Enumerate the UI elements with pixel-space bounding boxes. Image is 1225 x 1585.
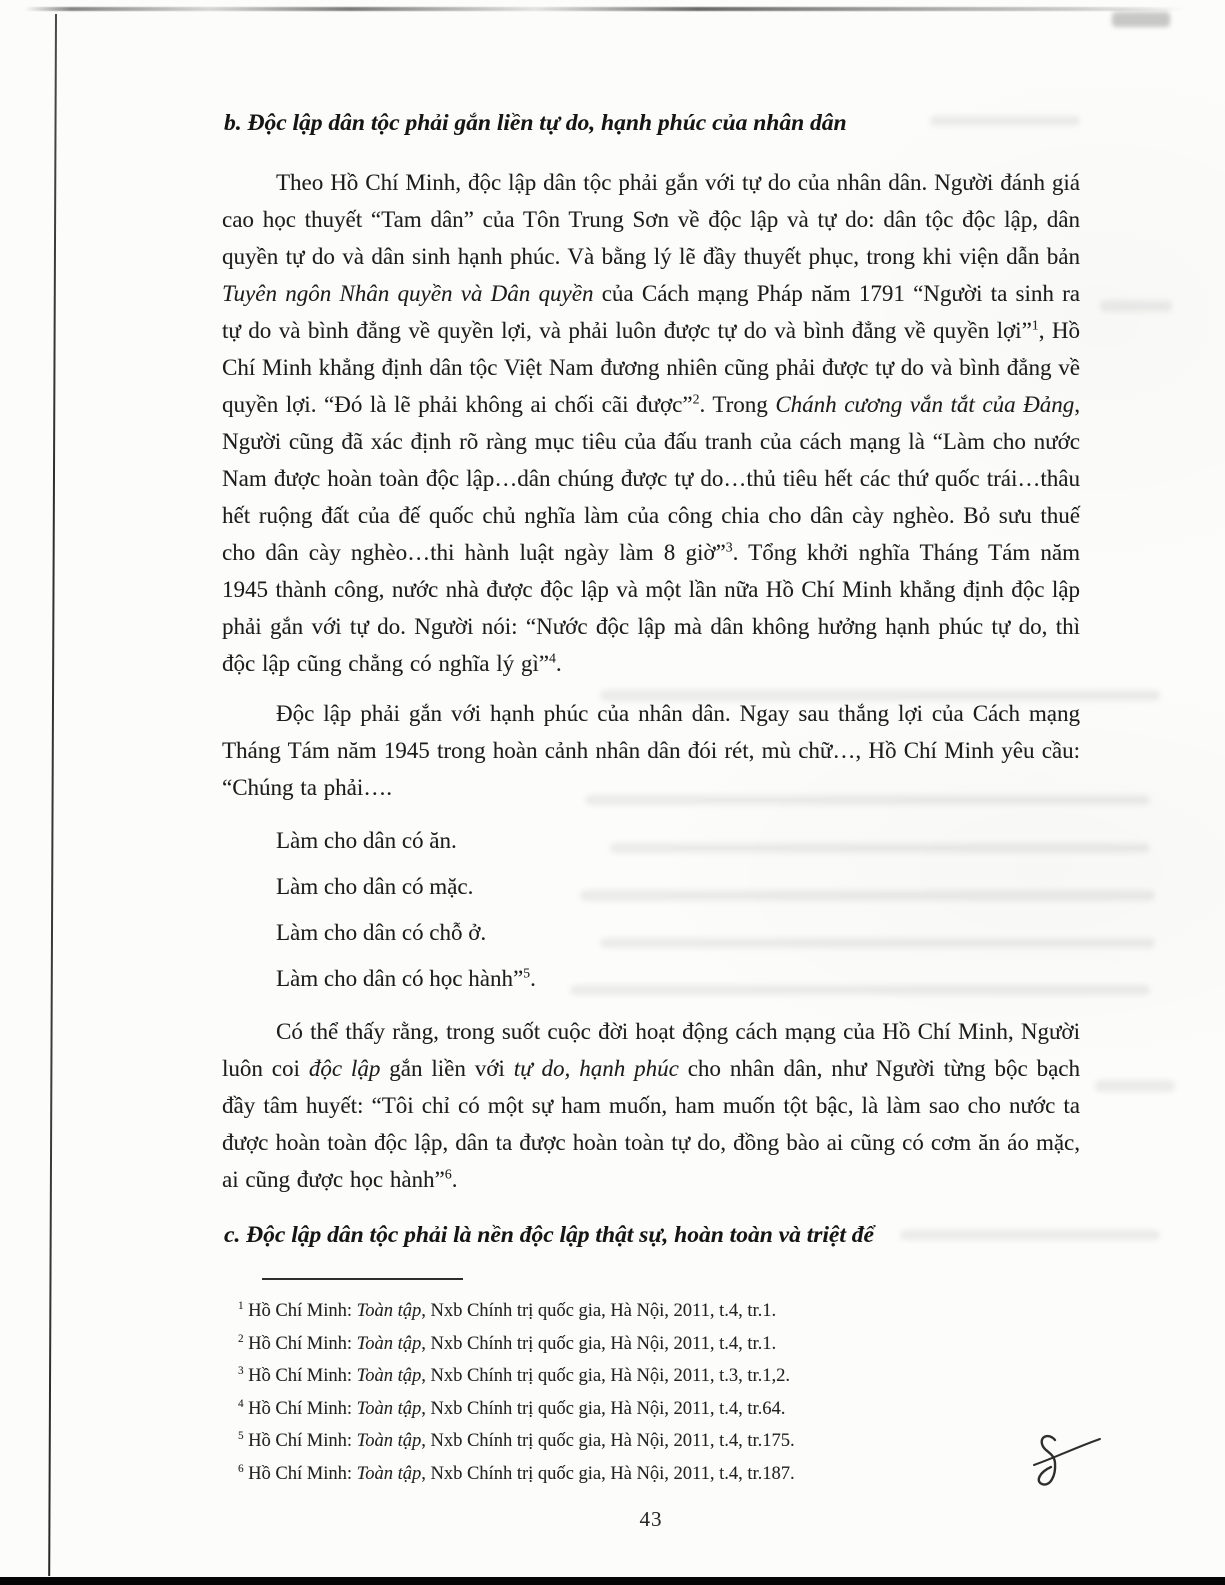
- footnote-ref: 3: [725, 539, 733, 555]
- footnote-2: [238, 1328, 1080, 1361]
- text-segment: cho nhân dân, như Người từng bộc bạch đầy tâm huyết: “Tôi chỉ có một sự ham muốn, ham muốn tột bậc, là làm sao cho nước ta được hoàn toàn độc lập, dân ta được hoàn toàn tự do, đồng bào ai cũng có cơm ăn áo mặc, ai cũng được học hành”: [222, 1056, 1080, 1192]
- paragraph-lifelong-view: [222, 1013, 1080, 1198]
- text-segment: Tuyên ngôn Nhân quyền và Dân quyền: [222, 281, 594, 306]
- text-segment: Độc lập phải gắn với hạnh phúc của nhân dân. Ngay sau thắng lợi của Cách mạng Tháng Tám năm 1945 trong hoàn cảnh nhân dân đói rét, mù chữ…, Hồ Chí Minh yêu cầu: “Chúng ta phải….: [222, 701, 1080, 800]
- text-segment: , Nxb Chính trị quốc gia, Hà Nội, 2011, t.4, tr.1.: [421, 1301, 777, 1321]
- text-segment: Toàn tập: [356, 1333, 422, 1354]
- footnote-ref: 6: [444, 1166, 452, 1182]
- text-segment: của Cách mạng Pháp năm 1791 “Người ta sinh ra tự do và bình đẳng về quyền lợi, và phải luôn được tự do và bình đẳng về quyền lợi”: [222, 281, 1080, 343]
- quote-line-education: [276, 960, 1080, 997]
- text-segment: Làm cho dân có học hành”: [276, 966, 524, 991]
- footnote-5: [238, 1425, 1080, 1458]
- scan-edge-left: [48, 14, 57, 1576]
- bleedthrough-artifact: [1095, 1080, 1175, 1092]
- footnote-3: [238, 1360, 1080, 1393]
- footnote-ref: 3: [238, 1364, 244, 1377]
- text-segment: Toàn tập: [356, 1301, 422, 1321]
- text-segment: Làm cho dân có ăn.: [276, 828, 457, 853]
- footnotes: [238, 1295, 1080, 1490]
- footnote-ref: 5: [238, 1429, 244, 1442]
- quote-line-food: [276, 822, 1080, 859]
- page-number: 43: [639, 1507, 663, 1531]
- scan-smudge: [1112, 12, 1170, 27]
- handwritten-signature-icon: [1022, 1430, 1106, 1494]
- text-segment: , Nxb Chính trị quốc gia, Hà Nội, 2011, t.4, tr.187.: [421, 1463, 795, 1484]
- footnote-ref: 5: [523, 965, 531, 981]
- text-segment: , Nxb Chính trị quốc gia, Hà Nội, 2011, t.4, tr.1.: [421, 1333, 777, 1354]
- text-segment: Toàn tập: [356, 1398, 422, 1419]
- text-segment: , Nxb Chính trị quốc gia, Hà Nội, 2011, t.4, tr.64.: [421, 1398, 786, 1419]
- text-segment: , Hồ Chí Minh khẳng định dân tộc Việt Nam đương nhiên cũng phải được tự do và bình đẳng về quyền lợi. “Đó là lẽ phải không ai chối cãi được”: [222, 318, 1080, 417]
- text-segment: , Nxb Chính trị quốc gia, Hà Nội, 2011, t.4, tr.175.: [421, 1431, 795, 1451]
- quote-block: [276, 822, 1080, 997]
- footnote-ref: 4: [238, 1397, 244, 1410]
- text-segment: Hồ Chí Minh:: [243, 1333, 357, 1354]
- text-segment: Hồ Chí Minh:: [243, 1431, 357, 1451]
- section-heading-b: b. Độc lập dân tộc phải gắn liền tự do, hạnh phúc của nhân dân: [224, 110, 847, 136]
- page-content: [222, 0, 1080, 1532]
- bleedthrough-artifact: [1100, 300, 1172, 312]
- footnote-ref: 6: [238, 1462, 244, 1475]
- footnote-ref: 1: [238, 1299, 244, 1312]
- text-segment: Toàn tập: [356, 1366, 422, 1386]
- text-segment: Làm cho dân có mặc.: [276, 874, 474, 899]
- paragraph-happiness: [222, 695, 1080, 806]
- paragraph-independence-freedom: [222, 164, 1080, 682]
- footnote-ref: 2: [692, 391, 700, 407]
- section-heading-c: c. Độc lập dân tộc phải là nền độc lập thật sự, hoàn toàn và triệt để: [224, 1222, 874, 1248]
- footnote-1: [238, 1295, 1080, 1328]
- text-segment: Hồ Chí Minh:: [243, 1398, 357, 1419]
- text-segment: Hồ Chí Minh:: [243, 1301, 357, 1321]
- text-segment: Theo Hồ Chí Minh, độc lập dân tộc phải gắn với tự do của nhân dân. Người đánh giá cao học thuyết “Tam dân” của Tôn Trung Sơn về độc lập và tự do: dân tộc độc lập, dân quyền tự do và dân sinh hạnh phúc. Và bằng lý lẽ đầy thuyết phục, trong khi viện dẫn bản: [222, 170, 1080, 269]
- quote-line-shelter: [276, 914, 1080, 951]
- text-segment: , Nxb Chính trị quốc gia, Hà Nội, 2011, t.3, tr.1,2.: [421, 1366, 791, 1386]
- text-segment: độc lập: [308, 1056, 381, 1081]
- text-segment: Chánh cương vắn tắt của Đảng: [775, 392, 1075, 417]
- footnote-ref: 2: [238, 1332, 244, 1345]
- text-segment: Có thể thấy rằng, trong suốt cuộc đời hoạt động cách mạng của Hồ Chí Minh, Người luôn coi: [222, 1019, 1080, 1081]
- text-segment: . Trong: [699, 392, 776, 417]
- footnote-ref: 1: [1031, 317, 1039, 333]
- quote-line-clothing: [276, 868, 1080, 905]
- text-segment: , Người cũng đã xác định rõ ràng mục tiêu của đấu tranh của cách mạng là “Làm cho nước Nam được hoàn toàn độc lập…dân chúng được tự do…thủ tiêu hết các thứ quốc trái…thâu hết ruộng đất của đế quốc chủ nghĩa làm của công chia cho dân cày nghèo. Bỏ sưu thuế cho dân cày nghèo…thi hành luật ngày làm 8 giờ”: [222, 392, 1080, 565]
- text-segment: Làm cho dân có chỗ ở.: [276, 920, 487, 945]
- footnote-6: [238, 1458, 1080, 1491]
- text-segment: .: [555, 651, 562, 676]
- text-segment: Hồ Chí Minh:: [243, 1463, 357, 1484]
- text-segment: . Tổng khởi nghĩa Tháng Tám năm 1945 thành công, nước nhà được độc lập và một lần nữa Hồ Chí Minh khẳng định độc lập phải gắn với tự do. Người nói: “Nước độc lập mà dân không hưởng hạnh phúc tự do, thì độc lập cũng chẳng có nghĩa lý gì”: [222, 540, 1080, 676]
- text-segment: .: [451, 1167, 458, 1192]
- text-segment: Hồ Chí Minh:: [243, 1366, 357, 1386]
- text-segment: gắn liền với: [380, 1056, 514, 1081]
- footnote-4: [238, 1393, 1080, 1426]
- scan-edge-bottom: [0, 1577, 1225, 1585]
- text-segment: .: [530, 966, 536, 991]
- text-segment: tự do, hạnh phúc: [513, 1056, 679, 1081]
- footnote-separator: [262, 1278, 463, 1280]
- text-segment: Toàn tập: [356, 1431, 422, 1451]
- text-segment: Toàn tập: [356, 1463, 422, 1484]
- footnote-ref: 4: [548, 650, 556, 666]
